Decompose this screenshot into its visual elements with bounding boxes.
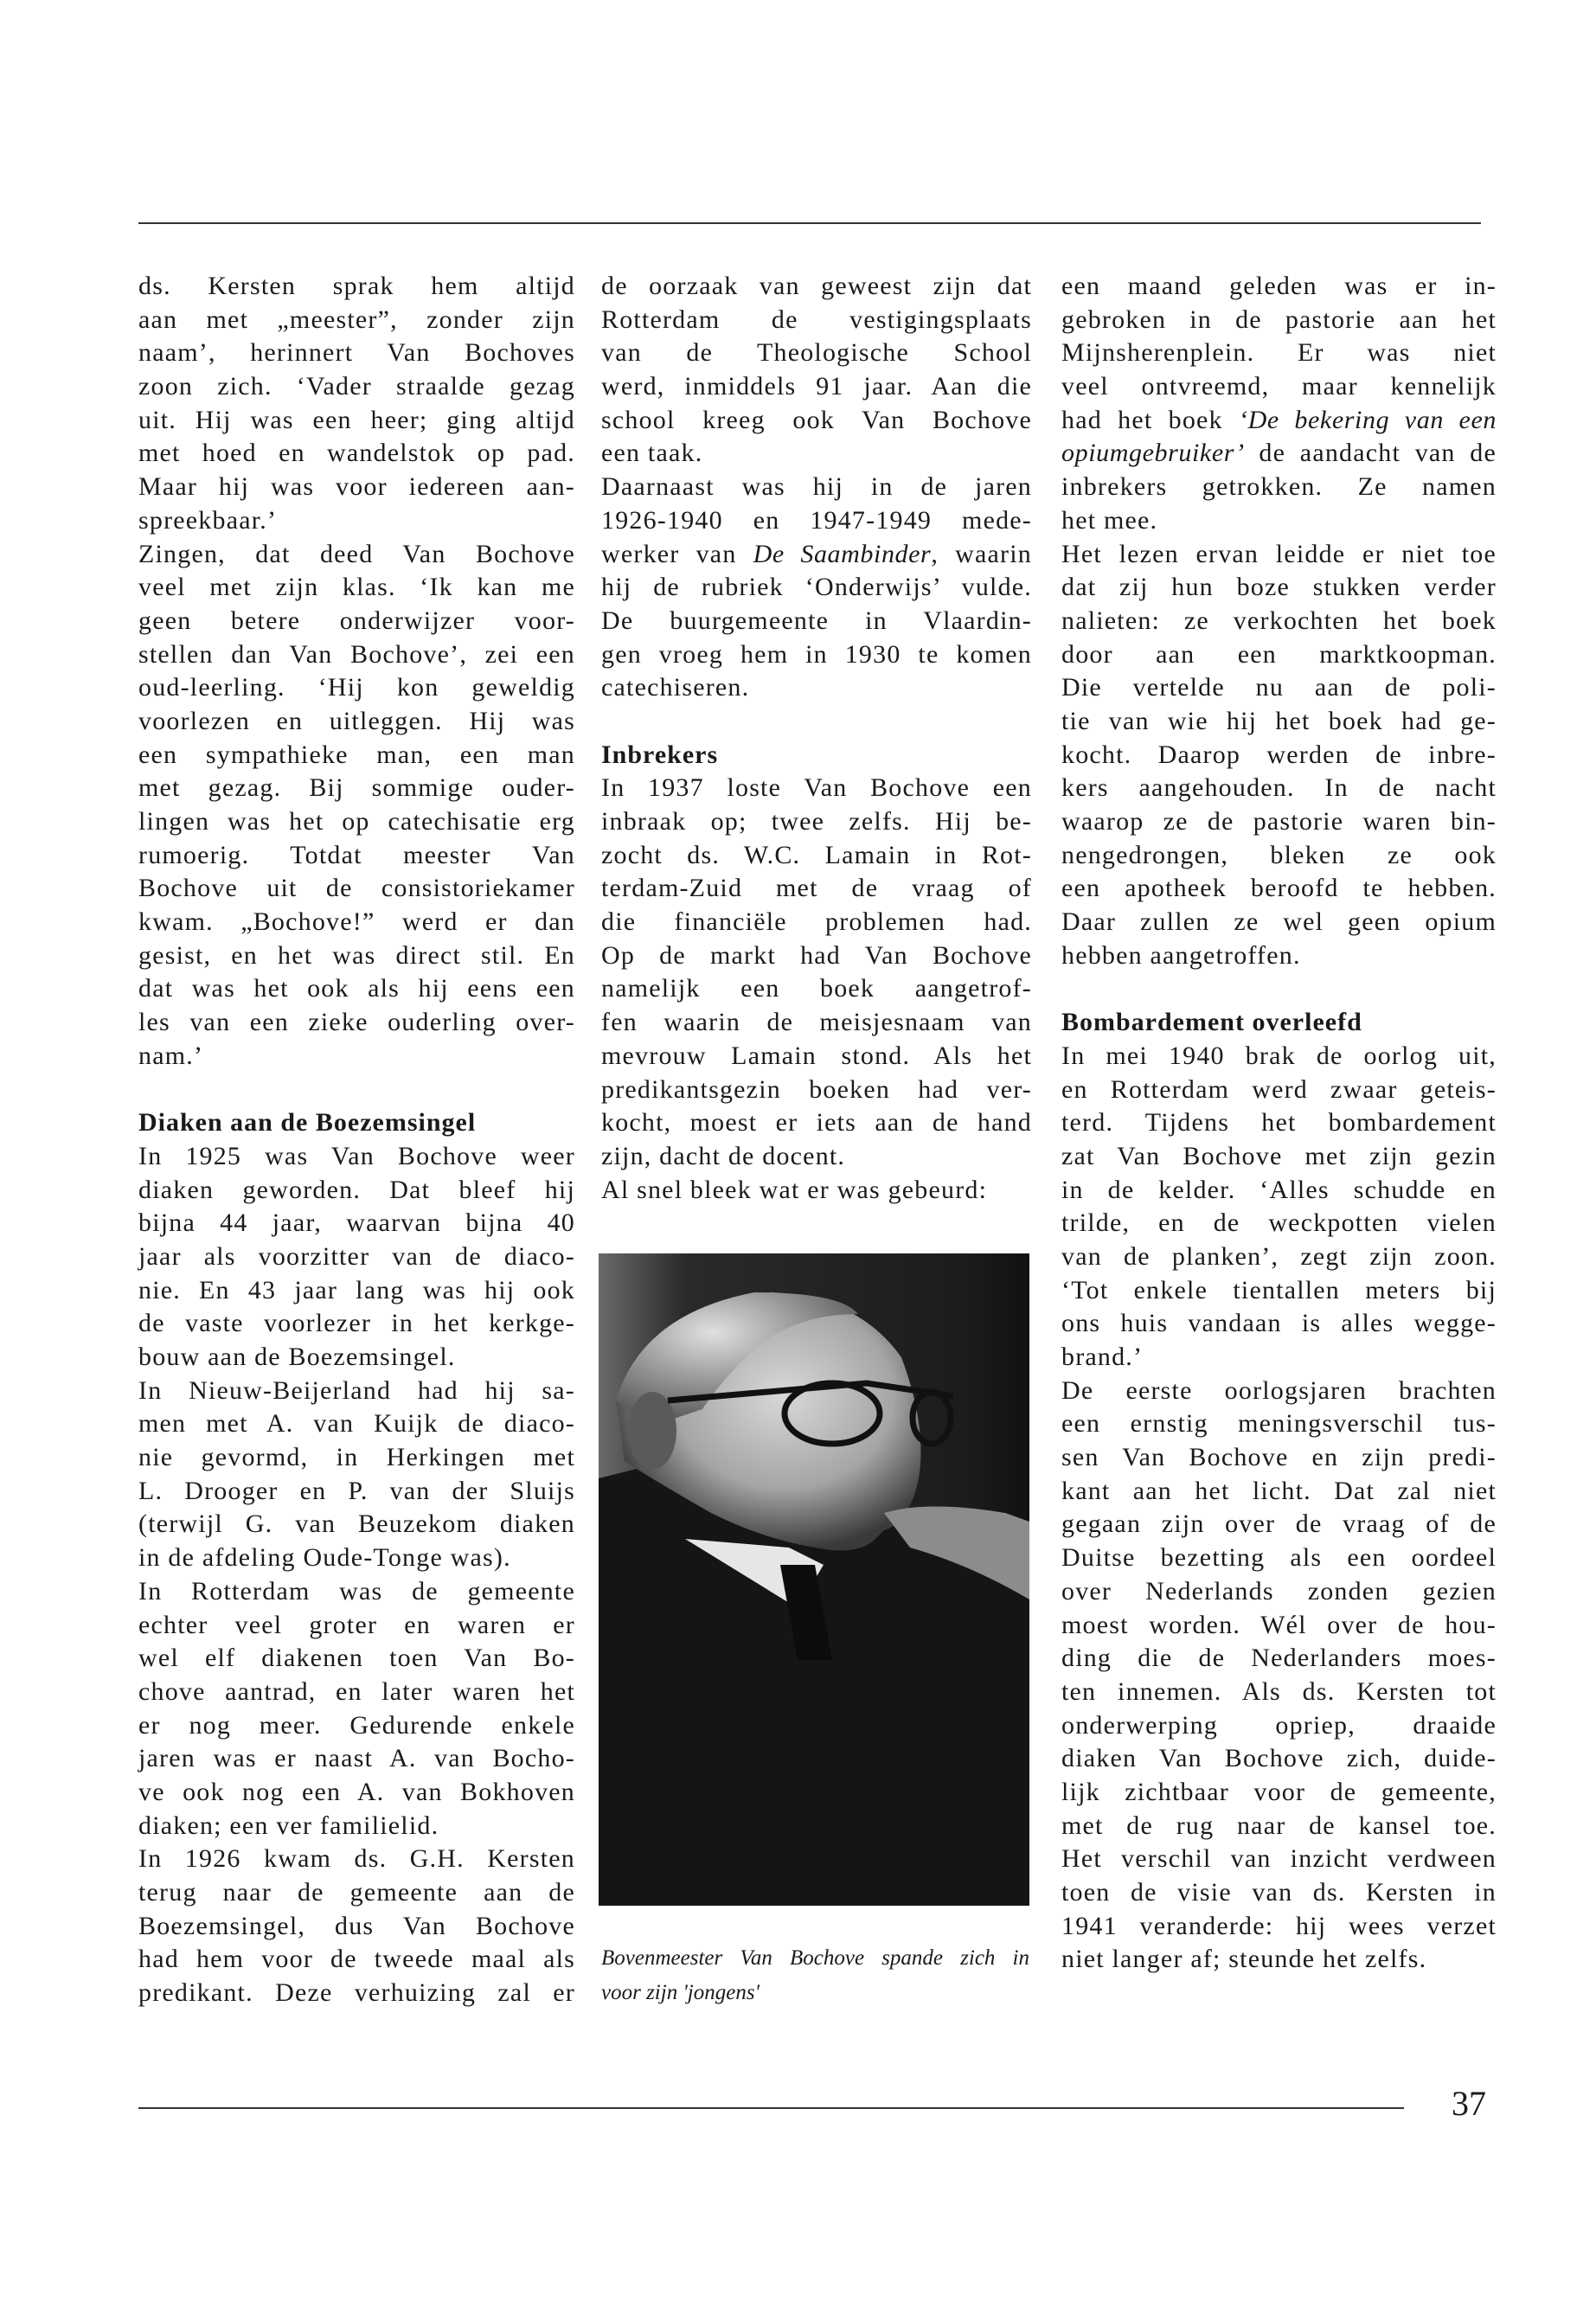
- text-line: ds. Kersten sprak hem altijd: [138, 272, 575, 300]
- text-line: diaken Van Bochove zich, duide-: [1061, 1744, 1497, 1773]
- text-line: In Nieuw-Beijerland had hij sa-: [138, 1375, 575, 1405]
- paragraph: [601, 270, 1032, 471]
- text-line: oud-leerling. ‘Hij kon geweldig: [138, 673, 575, 702]
- text-line: zocht ds. W.C. Lamain in Rot-: [601, 840, 1032, 869]
- text-line: terug naar de gemeente aan de: [138, 1878, 575, 1907]
- text-line: met gezag. Bij sommige ouder-: [138, 773, 575, 803]
- text-line: Maar hij was voor iedereen aan-: [138, 472, 575, 502]
- text-line: lingen was het op catechisatie erg: [138, 807, 575, 836]
- paragraph: [138, 1575, 575, 1843]
- text-line: gesist, en het was direct stil. En: [138, 940, 575, 970]
- blank-line: [1061, 972, 1497, 1006]
- text-line: een sympathieke man, een man: [138, 740, 575, 769]
- paragraph: [601, 471, 1032, 705]
- text-line: predikant. Deze verhuizing zal er: [138, 1978, 575, 2008]
- text-line: mevrouw Lamain stond. Als het: [601, 1041, 1032, 1070]
- text-line: nalieten: ze verkochten het boek: [1061, 606, 1497, 635]
- text-line: dat was het ook als hij eens een: [138, 974, 575, 1003]
- text-line: Op de markt had Van Bochove: [601, 940, 1032, 970]
- text-line: Bochove uit de consistoriekamer: [138, 874, 575, 903]
- text-line: toen de visie van ds. Kersten in: [1061, 1878, 1497, 1907]
- paragraph: [1061, 1040, 1497, 1375]
- text-line: ons huis vandaan is alles wegge-: [1061, 1309, 1497, 1338]
- text-line: chove aantrad, en later waren het: [138, 1676, 575, 1706]
- text-line: diaken geworden. Dat bleef hij: [138, 1175, 575, 1204]
- text-line: waarop ze de pastorie waren bin-: [1061, 807, 1497, 836]
- text-line: door aan een marktkoopman.: [1061, 639, 1497, 669]
- text-line: hebben aangetroffen.: [1061, 940, 1301, 970]
- text-line: kocht. Daarop werden de inbre-: [1061, 740, 1497, 769]
- text-line: had hem voor de tweede maal als: [138, 1945, 575, 1974]
- text-line: naam’, herinnert Van Bochoves: [138, 338, 575, 368]
- text-line: echter veel groter en waren er: [138, 1610, 575, 1639]
- text-line: namelijk een boek aangetrof-: [601, 974, 1032, 1003]
- text-line: [1061, 404, 1497, 438]
- text-line: ten innemen. Als ds. Kersten tot: [1061, 1676, 1497, 1706]
- text-line: fen waarin de meisjesnaam van: [601, 1008, 1032, 1037]
- text-line: rumoerig. Totdat meester Van: [138, 840, 575, 869]
- text-line: (terwijl G. van Beuzekom diaken: [138, 1509, 575, 1539]
- text-line: terdam-Zuid met de vraag of: [601, 874, 1032, 903]
- page-number: 37: [1452, 2084, 1486, 2123]
- text-line: jaren was er naast A. van Bocho-: [138, 1744, 575, 1773]
- text-line: inbrekers getrokken. Ze namen: [1061, 472, 1497, 502]
- text-line: In 1926 kwam ds. G.H. Kersten: [138, 1844, 575, 1874]
- text-line: Daarnaast was hij in de jaren: [601, 472, 1032, 502]
- blank-line: [601, 705, 1032, 739]
- text-line: het mee.: [1061, 505, 1158, 535]
- italic-title: ‘De bekering van een: [1239, 405, 1497, 434]
- text-line: school kreeg ook Van Bochove: [601, 405, 1032, 434]
- text-line: stellen dan Van Bochove’, zei een: [138, 639, 575, 669]
- footer-rule: [138, 2107, 1404, 2109]
- paragraph: [138, 1375, 575, 1575]
- section-heading: Bombardement overleefd: [1061, 1008, 1362, 1037]
- text-line: uit. Hij was een heer; ging altijd: [138, 405, 575, 434]
- text-line: werd, inmiddels 91 jaar. Aan die: [601, 372, 1032, 401]
- text-line: jaar als voorzitter van de diaco-: [138, 1241, 575, 1271]
- text-line: geen betere onderwijzer voor-: [138, 606, 575, 635]
- italic-title: De Saambinder: [753, 539, 932, 568]
- text-line: nie. En 43 jaar lang was hij ook: [138, 1275, 575, 1304]
- section-heading: Inbrekers: [601, 740, 719, 769]
- text-line: De eerste oorlogsjaren brachten: [1061, 1375, 1497, 1405]
- text-line: trilde, en de weckpotten vielen: [1061, 1208, 1497, 1238]
- paragraph: [138, 1140, 575, 1375]
- text-line: Het lezen ervan leidde er niet toe: [1061, 539, 1497, 568]
- text-line: een taak.: [601, 439, 703, 468]
- text-line: in de kelder. ‘Alles schudde en: [1061, 1175, 1497, 1204]
- portrait-image: [599, 1253, 1029, 1906]
- header-rule: [138, 222, 1481, 224]
- text-column-left: [138, 270, 575, 2010]
- text-line: een maand geleden was er in-: [1061, 272, 1497, 300]
- caption-line-2: voor zijn 'jongens': [601, 1981, 760, 2004]
- paragraph: [138, 538, 575, 1074]
- italic-title: opiumgebruiker’: [1061, 439, 1245, 468]
- paragraph: [138, 270, 575, 538]
- portrait-photo: [599, 1253, 1029, 1906]
- text-line: aan met „meester”, zonder zijn: [138, 304, 575, 334]
- text-line: tie van wie hij het boek had ge-: [1061, 706, 1497, 735]
- text-line: met de rug naar de kansel toe.: [1061, 1811, 1497, 1840]
- text-line: predikantsgezin boeken had ver-: [601, 1074, 1032, 1104]
- text-line: Daar zullen ze wel geen opium: [1061, 907, 1497, 937]
- text-line: inbraak op; twee zelfs. Hij be-: [601, 807, 1032, 836]
- text-line: nie gevormd, in Herkingen met: [138, 1443, 575, 1472]
- text-line: gegaan zijn over de vraag of de: [1061, 1509, 1497, 1539]
- paragraph: [1061, 538, 1497, 973]
- text-line: van de planken’, zegt zijn zoon.: [1061, 1241, 1497, 1271]
- text-line: Rotterdam de vestigingsplaats: [601, 304, 1032, 334]
- text-line: de oorzaak van geweest zijn dat: [601, 272, 1032, 300]
- text-segment: had het boek: [1061, 405, 1239, 434]
- paragraph: [601, 1174, 1032, 1208]
- text-line: lijk zichtbaar voor de gemeente,: [1061, 1777, 1497, 1806]
- text-line: ding die de Nederlanders moes-: [1061, 1644, 1497, 1673]
- text-line: bijna 44 jaar, waarvan bijna 40: [138, 1208, 575, 1238]
- text-line: In Rotterdam was de gemeente: [138, 1576, 575, 1606]
- text-line: kant aan het licht. Dat zal niet: [1061, 1476, 1497, 1505]
- text-line: gen vroeg hem in 1930 te komen: [601, 639, 1032, 669]
- text-line: kocht, moest er iets aan de hand: [601, 1108, 1032, 1138]
- text-line: onderwerping opriep, draaide: [1061, 1710, 1497, 1740]
- paragraph: [601, 772, 1032, 1173]
- text-line: les van een zieke ouderling over-: [138, 1008, 575, 1037]
- text-line: kers aangehouden. In de nacht: [1061, 773, 1497, 803]
- text-segment: , waarin: [931, 539, 1032, 568]
- text-line: een apotheek beroofd te hebben.: [1061, 874, 1497, 903]
- text-line: nam.’: [138, 1041, 204, 1070]
- text-line: L. Drooger en P. van der Sluijs: [138, 1476, 575, 1505]
- text-line: voorlezen en uitleggen. Hij was: [138, 706, 575, 735]
- text-line: 1941 veranderde: hij wees verzet: [1061, 1911, 1497, 1940]
- text-line: een ernstig meningsverschil tus-: [1061, 1409, 1497, 1439]
- text-line: gebroken in de pastorie aan het: [1061, 304, 1497, 334]
- text-line: zat Van Bochove met zijn gezin: [1061, 1141, 1497, 1170]
- text-line: en Rotterdam werd zwaar geteis-: [1061, 1074, 1497, 1104]
- section-heading: Diaken aan de Boezemsingel: [138, 1108, 477, 1138]
- text-line: met hoed en wandelstok op pad.: [138, 439, 575, 468]
- text-line: van de Theologische School: [601, 338, 1032, 368]
- text-line: ve ook nog een A. van Bokhoven: [138, 1777, 575, 1806]
- text-line: Die vertelde nu aan de poli-: [1061, 673, 1497, 702]
- text-line: hij de rubriek ‘Onderwijs’ vulde.: [601, 573, 1032, 602]
- text-line: in de afdeling Oude-Tonge was).: [138, 1543, 511, 1573]
- text-column-middle: [601, 270, 1032, 1207]
- text-line: spreekbaar.’: [138, 505, 278, 535]
- text-line: nengedrongen, bleken ze ook: [1061, 840, 1497, 869]
- text-line: terd. Tijdens het bombardement: [1061, 1108, 1497, 1138]
- text-line: die financiële problemen had.: [601, 907, 1032, 937]
- text-column-right: [1061, 270, 1497, 1977]
- text-line: Mijnsherenplein. Er was niet: [1061, 338, 1497, 368]
- text-line: kwam. „Bochove!” werd er dan: [138, 907, 575, 937]
- text-line: veel ontvreemd, maar kennelijk: [1061, 372, 1497, 401]
- text-line: over Nederlands zonden gezien: [1061, 1576, 1497, 1606]
- text-line: 1926-1940 en 1947-1949 mede-: [601, 505, 1032, 535]
- text-line: men met A. van Kuijk de diaco-: [138, 1409, 575, 1439]
- text-line: catechiseren.: [601, 673, 750, 702]
- text-line: Zingen, dat deed Van Bochove: [138, 539, 575, 568]
- text-line: moest worden. Wél over de hou-: [1061, 1610, 1497, 1639]
- text-line: Duitse bezetting als een oordeel: [1061, 1543, 1497, 1573]
- text-line: de vaste voorlezer in het kerkge-: [138, 1309, 575, 1338]
- text-line: De buurgemeente in Vlaardin-: [601, 606, 1032, 635]
- text-segment: de aandacht van de: [1244, 439, 1497, 468]
- text-line: bouw aan de Boezemsingel.: [138, 1343, 456, 1371]
- text-line: In mei 1940 brak de oorlog uit,: [1061, 1041, 1497, 1070]
- text-line: Boezemsingel, dus Van Bochove: [138, 1911, 575, 1940]
- paragraph: [138, 1843, 575, 2009]
- paragraph: [1061, 1375, 1497, 1977]
- caption-line-1: Bovenmeester Van Bochove spande zich in: [601, 1946, 1029, 1970]
- text-line: zijn, dacht de docent.: [601, 1141, 846, 1170]
- blank-line: [138, 1074, 575, 1107]
- text-line: brand.’: [1061, 1343, 1144, 1371]
- text-segment: werker van: [601, 539, 753, 568]
- text-line: er nog meer. Gedurende enkele: [138, 1710, 575, 1740]
- text-line: [601, 538, 1032, 572]
- text-line: Het verschil van inzicht verdween: [1061, 1844, 1497, 1874]
- text-line: In 1925 was Van Bochove weer: [138, 1141, 575, 1170]
- text-line: niet langer af; steunde het zelfs.: [1061, 1945, 1427, 1974]
- text-line: dat zij hun boze stukken verder: [1061, 573, 1497, 602]
- photo-caption: [601, 1941, 1029, 2010]
- text-line: sen Van Bochove en zijn predi-: [1061, 1443, 1497, 1472]
- text-line: zoon zich. ‘Vader straalde gezag: [138, 372, 575, 401]
- text-line: veel met zijn klas. ‘Ik kan me: [138, 573, 575, 602]
- text-line: ‘Tot enkele tientallen meters bij: [1061, 1275, 1497, 1304]
- text-line: Al snel bleek wat er was gebeurd:: [601, 1175, 988, 1204]
- text-line: diaken; een ver familielid.: [138, 1811, 439, 1840]
- text-line: In 1937 loste Van Bochove een: [601, 773, 1032, 803]
- text-line: wel elf diakenen toen Van Bo-: [138, 1644, 575, 1673]
- text-line: [1061, 437, 1497, 471]
- paragraph: [1061, 270, 1497, 538]
